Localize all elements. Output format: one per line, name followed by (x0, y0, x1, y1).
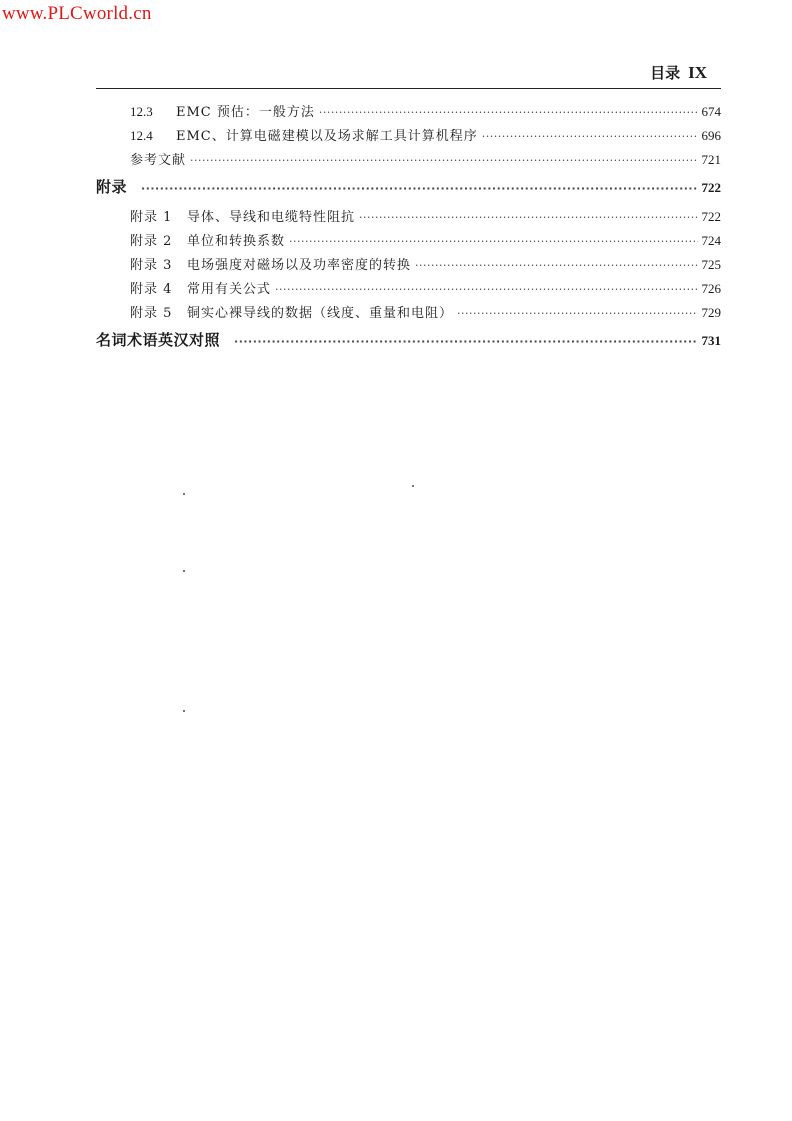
toc-title: 电场强度对磁场以及功率密度的转换 (187, 258, 412, 273)
running-header (96, 56, 721, 89)
header-page-number: IX (688, 63, 707, 82)
toc-leader-dots (319, 101, 698, 124)
header-section: 目录 (650, 64, 681, 82)
toc-entry-appendix-4[interactable] (96, 277, 721, 301)
toc-entry-appendix-5[interactable] (96, 301, 721, 325)
toc-title: 常用有关公式 (187, 282, 272, 297)
toc-title: 名词术语英汉对照 (96, 331, 221, 349)
scan-speck (183, 710, 185, 712)
toc-page: 721 (701, 152, 721, 167)
toc-leader-dots (275, 278, 697, 301)
toc-number: 附录 1 (130, 210, 173, 225)
toc-entry-appendix-2[interactable] (96, 229, 721, 253)
toc-title: EMC、计算电磁建模以及场求解工具计算机程序 (176, 129, 478, 144)
header-text (650, 62, 707, 83)
toc-entry-appendix-3[interactable] (96, 253, 721, 277)
toc-entry-appendix-1[interactable] (96, 205, 721, 229)
toc-number: 附录 5 (130, 306, 173, 321)
toc-page: 725 (701, 257, 721, 272)
toc-leader-dots (415, 254, 697, 277)
toc-leader-dots (141, 175, 697, 202)
toc-page: 674 (701, 104, 721, 119)
watermark-url: www.PLCworld.cn (2, 3, 152, 24)
toc-entry-appendix[interactable] (96, 174, 721, 202)
toc-number: 附录 3 (130, 258, 173, 273)
toc-leader-dots (234, 328, 697, 355)
toc-number: 12.3 (130, 104, 153, 119)
toc-entry-12-4[interactable] (96, 124, 721, 148)
toc-title: 附录 (96, 178, 128, 196)
toc-page: 696 (701, 128, 721, 143)
toc-number: 12.4 (130, 128, 153, 143)
scan-speck (183, 493, 185, 495)
scan-speck (412, 485, 414, 487)
toc-entry-glossary[interactable] (96, 327, 721, 355)
toc-page: 726 (701, 281, 721, 296)
toc-title: 导体、导线和电缆特性阻抗 (187, 210, 356, 225)
toc-title: 参考文献 (130, 153, 187, 168)
toc-leader-dots (359, 206, 697, 229)
toc-page: 731 (701, 333, 721, 348)
toc-entry-12-3[interactable] (96, 100, 721, 124)
toc-leader-dots (482, 125, 698, 148)
toc-leader-dots (457, 302, 697, 325)
toc-title: EMC 预估：一般方法 (176, 105, 315, 120)
scan-speck (183, 570, 185, 572)
table-of-contents (96, 100, 721, 358)
toc-page: 722 (701, 209, 721, 224)
toc-page: 722 (701, 180, 721, 195)
toc-title: 单位和转换系数 (187, 234, 286, 249)
toc-title: 铜实心裸导线的数据（线度、重量和电阻） (187, 306, 454, 321)
toc-number: 附录 2 (130, 234, 173, 249)
toc-leader-dots (289, 230, 697, 253)
toc-number: 附录 4 (130, 282, 173, 297)
toc-entry-references[interactable] (96, 148, 721, 172)
toc-page: 724 (701, 233, 721, 248)
toc-page: 729 (701, 305, 721, 320)
toc-leader-dots (190, 149, 697, 172)
